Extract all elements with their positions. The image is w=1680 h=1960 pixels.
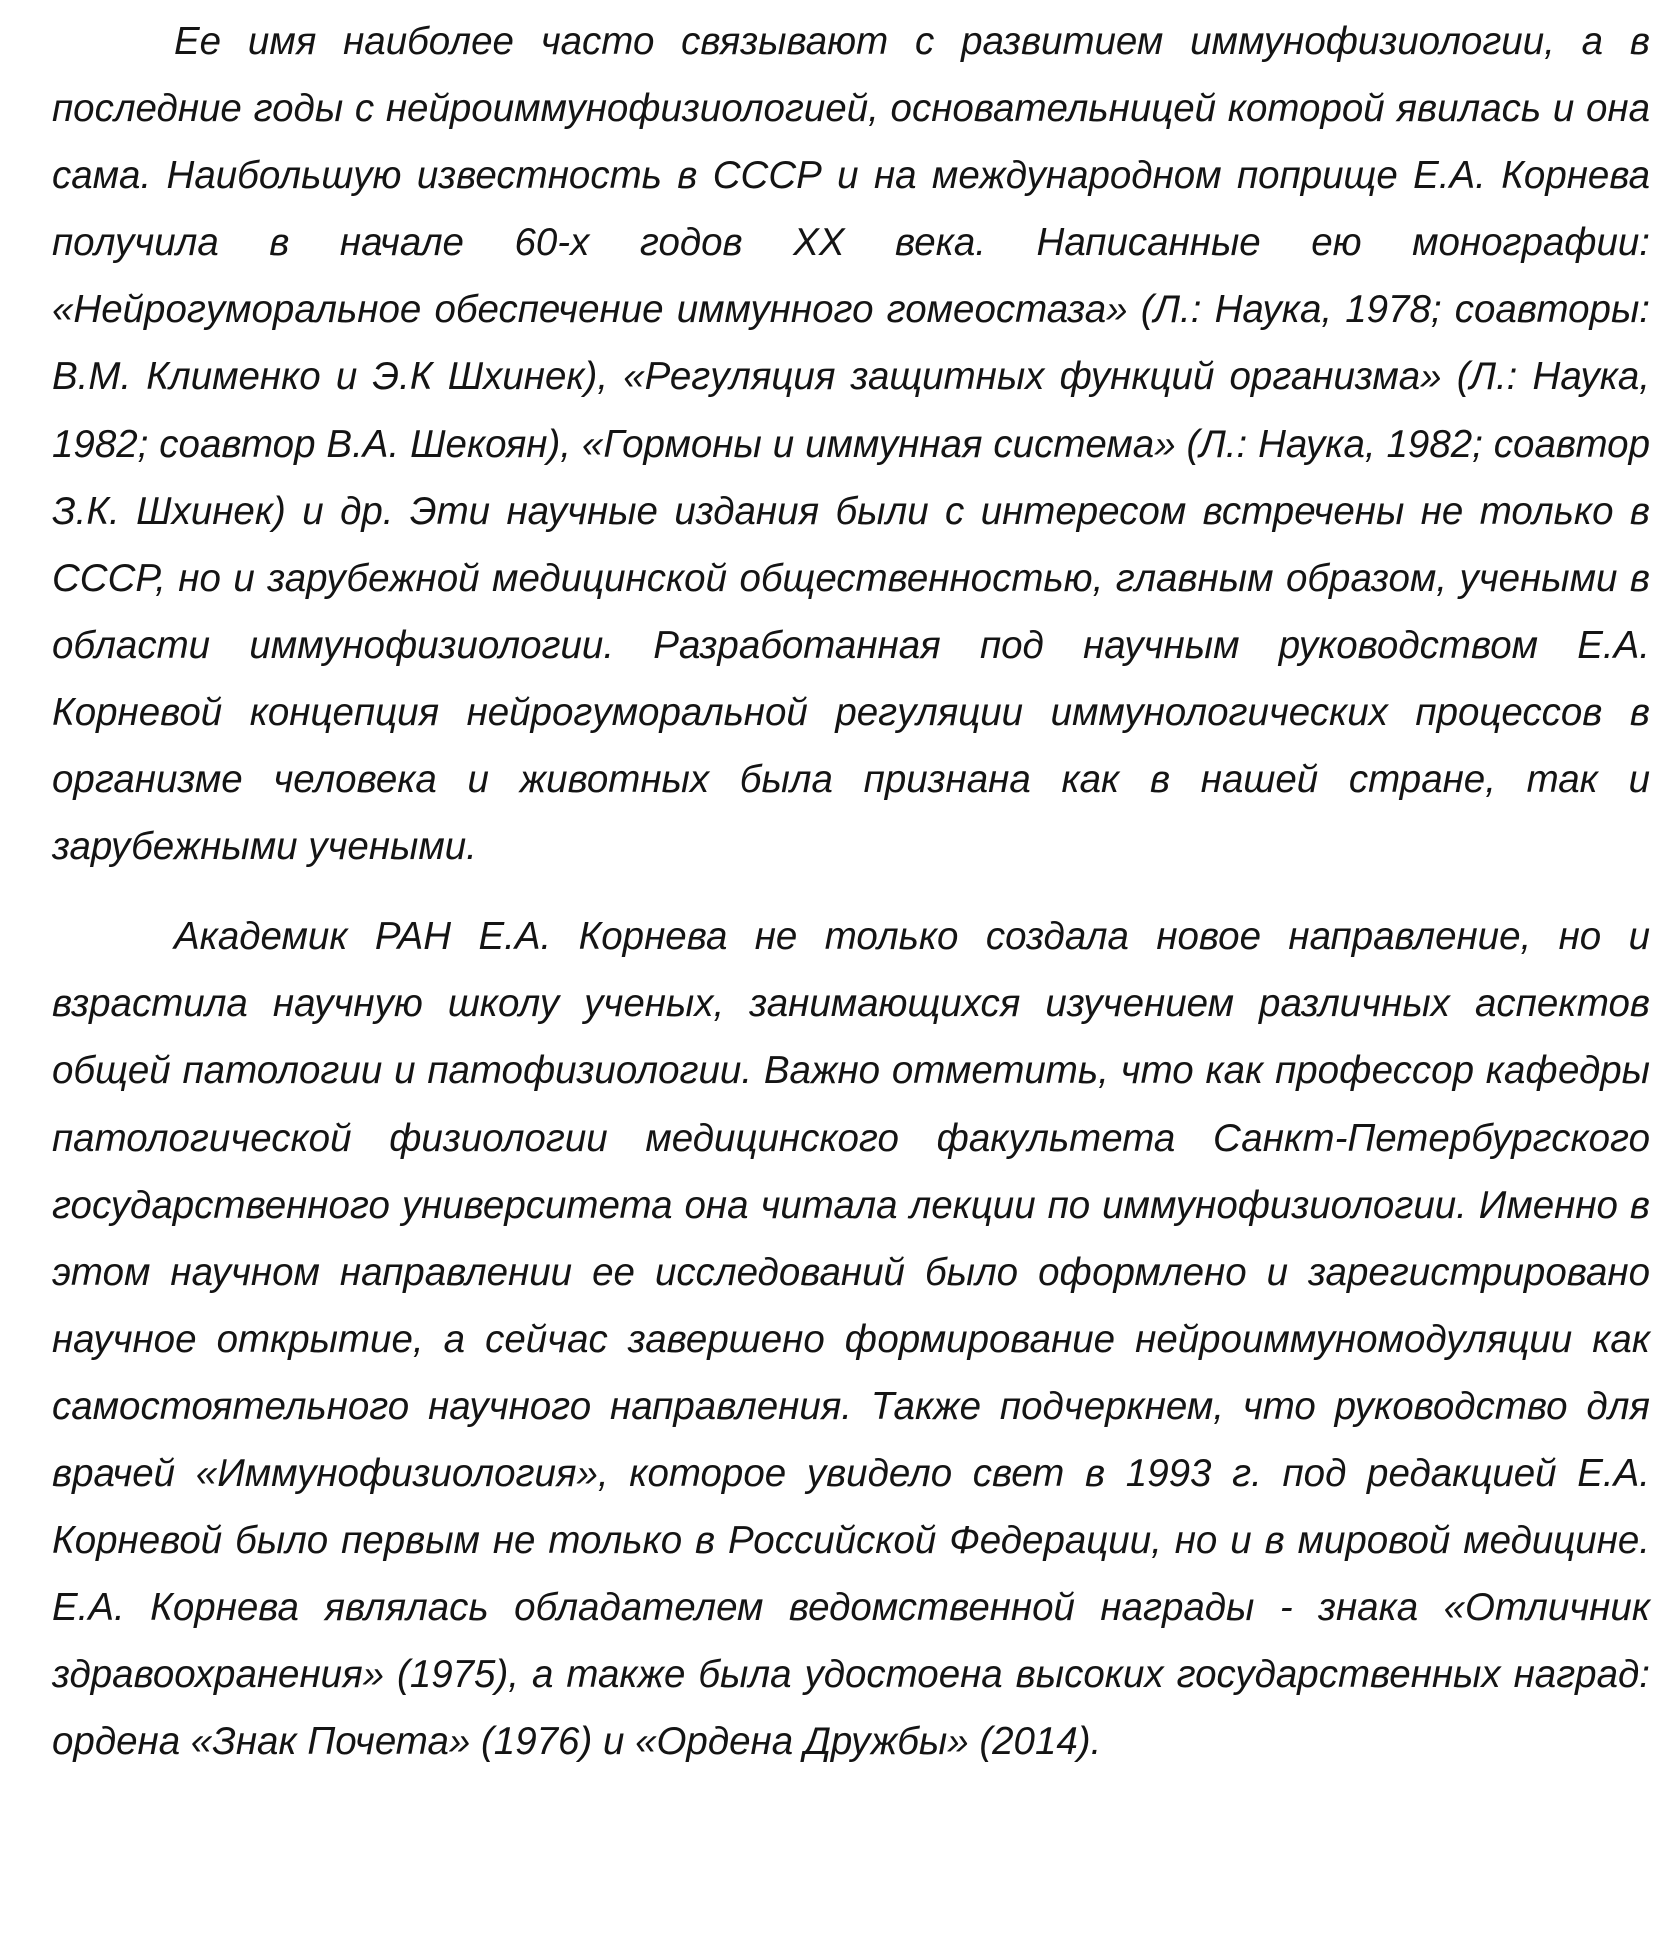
document-page bbox=[52, 8, 1650, 1775]
paragraph-2: Академик РАН Е.А. Корнева не только создала новое направление, но и взрастила научную школу ученых, занимающихся изучением различных аспектов общей патологии и патофизиологии. Важно отметить, что как профессор кафедры патологической физиологии медицинского факультета Санкт-Петербургского государственного университета она читала лекции по иммунофизиологии. Именно в этом научном направлении ее исследований было оформлено и зарегистрировано научное открытие, а сейчас завершено формирование нейроиммуномодуляции как самостоятельного научного направления. Также подчеркнем, что руководство для врачей «Иммунофизиология», которое увидело свет в 1993 г. под редакцией Е.А. Корневой было первым не только в Российской Федерации, но и в мировой медицине. Е.А. Корнева являлась обладателем ведомственной награды - знака «Отличник здравоохранения» (1975), а также была удостоена высоких государственных наград: ордена «Знак Почета» (1976) и «Ордена Дружбы» (2014). bbox=[52, 915, 1650, 1764]
paragraph-1: Ее имя наиболее часто связывают с развитием иммунофизиологии, а в последние годы с нейроиммунофизиологией, основательницей которой явилась и она сама. Наибольшую известность в СССР и на международном поприще Е.А. Корнева получила в начале 60-х годов XX века. Написанные ею монографии: «Нейрогуморальное обеспечение иммунного гомеостаза» (Л.: Наука, 1978; соавторы: В.М. Клименко и Э.К Шхинек), «Регуляция защитных функций организма» (Л.: Наука, 1982; соавтор В.А. Шекоян), «Гормоны и иммунная система» (Л.: Наука, 1982; соавтор З.К. Шхинек) и др. Эти научные издания были с интересом встречены не только в СССР, но и зарубежной медицинской общественностью, главным образом, учеными в области иммунофизиологии. Разработанная под научным руководством Е.А. Корневой концепция нейрогуморальной регуляции иммунологических процессов в организме человека и животных была признана как в нашей стране, так и зарубежными учеными. bbox=[52, 20, 1650, 869]
